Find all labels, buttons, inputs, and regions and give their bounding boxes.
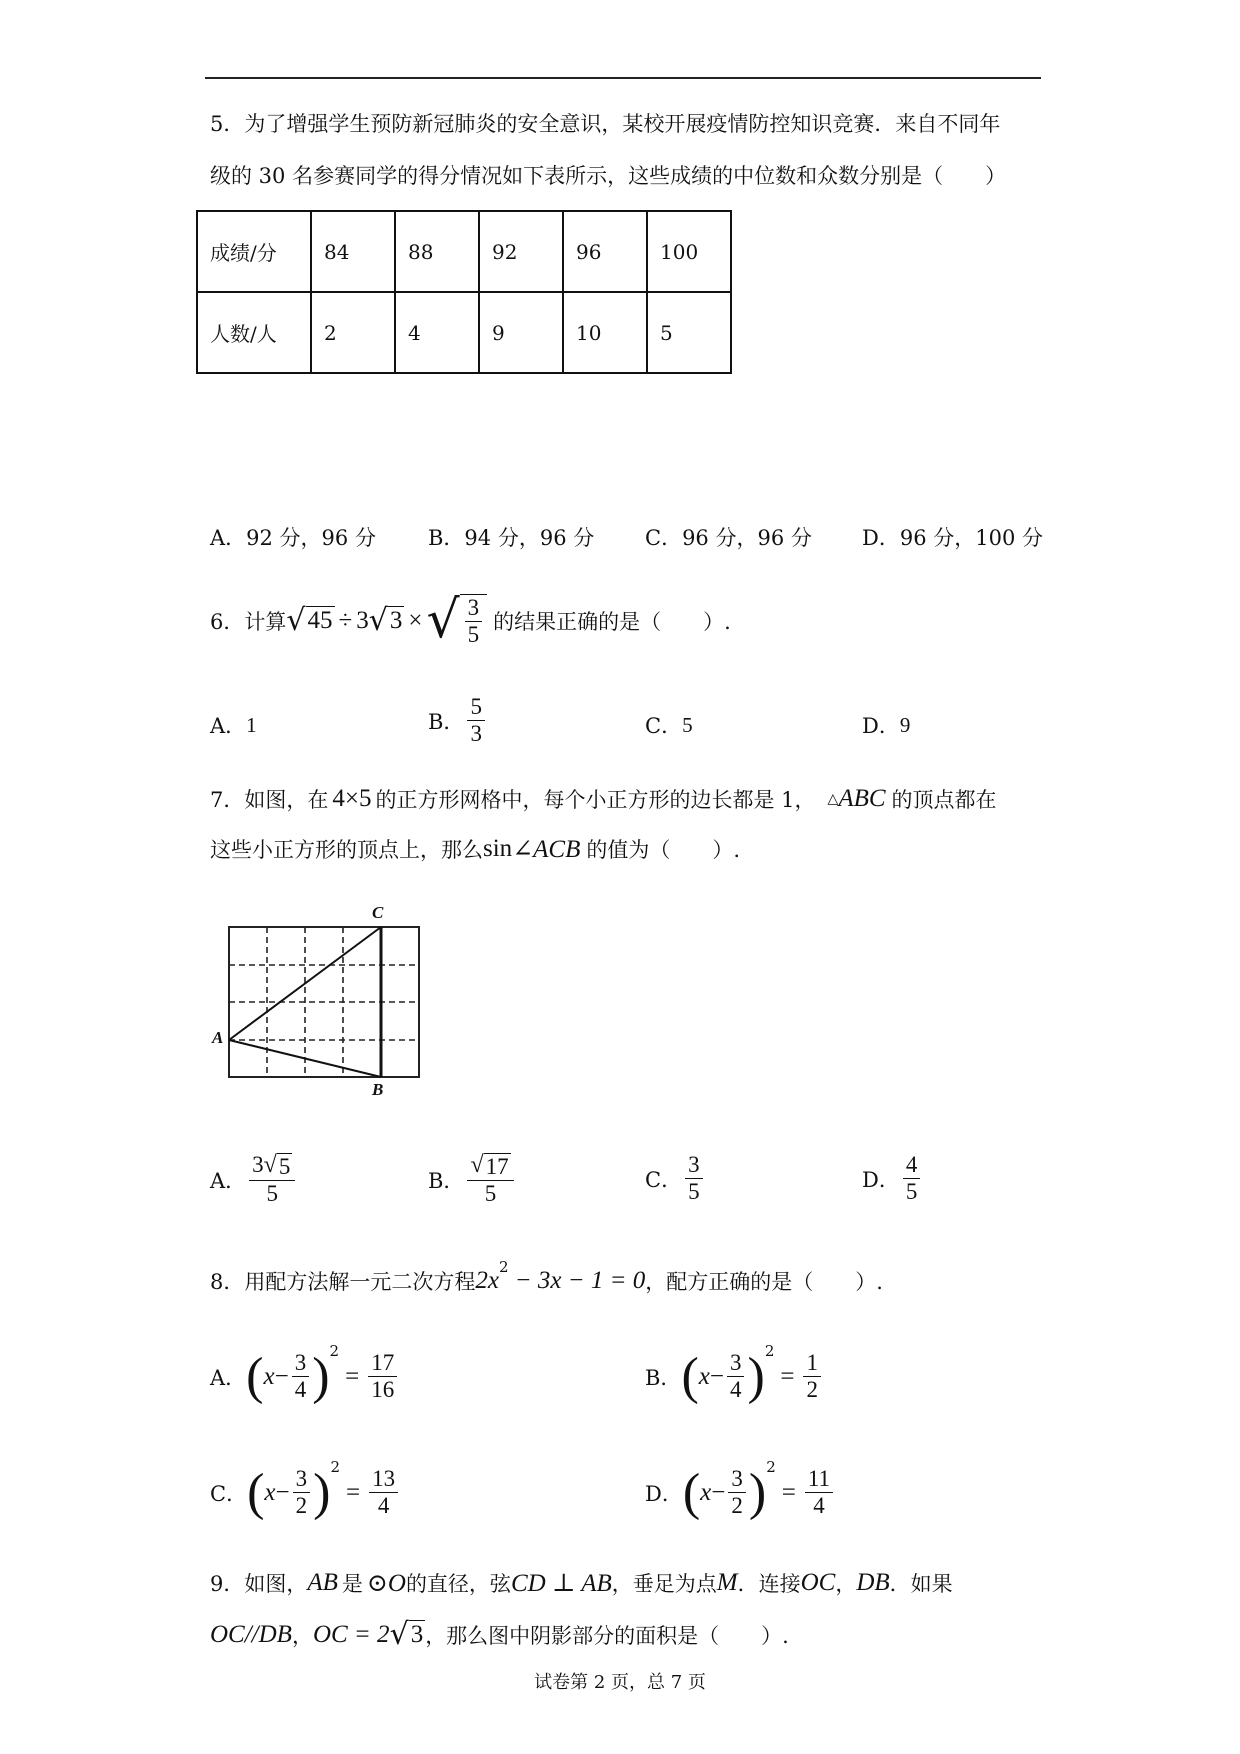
q7-text: 的顶点都在: [891, 788, 997, 812]
q8-stem: [210, 1258, 883, 1296]
q8-option-a[interactable]: [210, 1341, 400, 1405]
left-paren-icon: (: [681, 1347, 699, 1405]
q6-prefix: 6．计算: [210, 610, 287, 635]
segment-oc: OC: [800, 1569, 836, 1596]
radical-sign-icon: √: [470, 1152, 484, 1178]
sin-function: sin: [483, 835, 513, 862]
option-value: 1: [246, 712, 257, 737]
right-paren-icon: ): [748, 1463, 767, 1521]
vertex-label-a: A: [212, 1028, 224, 1047]
numerator: 3: [727, 1350, 745, 1377]
table-cell: 2: [311, 292, 395, 373]
option-label: D．: [862, 1167, 900, 1192]
triangle-icon: △: [827, 791, 839, 807]
denominator: 5: [467, 622, 480, 648]
q8-text: ，配方正确的是（ ）.: [645, 1270, 883, 1294]
denominator: 2: [295, 1493, 308, 1519]
q5-option-c[interactable]: C．96 分，96 分: [645, 526, 812, 550]
fraction: [368, 1350, 397, 1404]
sqrt-45: [286, 603, 334, 639]
fraction: [467, 694, 485, 748]
table-cell: 4: [395, 292, 479, 373]
numerator: 3: [465, 595, 483, 622]
q5-option-b[interactable]: B．94 分，96 分: [428, 526, 595, 550]
option-label: C．: [645, 714, 683, 738]
table-cell: 人数/人: [197, 292, 311, 373]
variable-x: x: [698, 1362, 710, 1390]
q8-option-b[interactable]: [645, 1341, 824, 1405]
radical-sign-icon: √: [263, 1152, 277, 1178]
equals-sign: =: [780, 1362, 795, 1390]
fraction: [293, 1466, 311, 1520]
table-cell: 88: [395, 211, 479, 292]
radicand: 3: [389, 607, 403, 635]
coefficient: 3: [356, 607, 369, 635]
denominator: 5: [266, 1181, 278, 1207]
numerator: 17: [368, 1350, 397, 1377]
q7-option-c[interactable]: [645, 1152, 706, 1206]
coefficient: 3: [252, 1152, 264, 1177]
denominator: 5: [905, 1179, 918, 1205]
segment-db: DB: [856, 1569, 890, 1596]
exponent: 2: [498, 1258, 509, 1276]
q9-text: 9．如图，: [210, 1572, 308, 1596]
q5-option-d[interactable]: D．96 分，100 分: [862, 526, 1043, 550]
q9-text: ，: [291, 1624, 313, 1648]
radical-sign-icon: √: [368, 603, 388, 639]
q7-option-b[interactable]: [428, 1152, 517, 1208]
right-paren-icon: ): [747, 1347, 765, 1405]
header-rule: [205, 77, 1041, 79]
q7-option-d[interactable]: [862, 1152, 923, 1206]
fraction: [903, 1152, 921, 1206]
table-row: [197, 211, 731, 292]
option-label: B．: [428, 1168, 465, 1193]
circle-o: ⊙O: [366, 1570, 406, 1597]
fraction: [685, 1152, 703, 1206]
vertex-label-c: C: [372, 903, 384, 922]
variable-x: x: [264, 1478, 276, 1506]
variable-x: x: [700, 1478, 712, 1506]
fraction: [803, 1350, 821, 1404]
equation-part: 2x: [475, 1267, 499, 1294]
numerator: 3: [728, 1466, 746, 1493]
q7-text: 的值为（ ）.: [586, 838, 741, 862]
option-label: B．: [645, 1365, 682, 1390]
variable-x: x: [263, 1362, 275, 1390]
numerator: 5: [467, 694, 485, 721]
q7-text: 这些小正方形的顶点上，那么: [210, 838, 483, 862]
q9-text: 是: [341, 1572, 363, 1596]
option-label: A．: [210, 714, 247, 738]
sqrt-3: [368, 603, 405, 639]
fraction: [467, 1152, 513, 1208]
fraction: [249, 1152, 295, 1208]
fraction: [805, 1466, 833, 1520]
option-label: B．: [428, 709, 465, 734]
numerator: 13: [369, 1466, 398, 1493]
denominator: 3: [470, 721, 482, 747]
grid-size: 4×5: [332, 785, 372, 812]
denominator: 2: [731, 1493, 743, 1519]
table-cell: 92: [479, 211, 563, 292]
q6-option-b[interactable]: [428, 694, 488, 748]
q6-option-c[interactable]: [645, 710, 693, 740]
q5-line2: 级的 30 名参赛同学的得分情况如下表所示，这些成绩的中位数和众数分别是（ ）: [210, 164, 1007, 188]
table-cell: 84: [311, 211, 395, 292]
minus-sign: −: [711, 1478, 726, 1506]
denominator: 4: [729, 1377, 742, 1403]
fraction: [369, 1466, 398, 1520]
option-label: C．: [645, 1167, 683, 1192]
q6-stem: [210, 590, 731, 650]
q6-suffix: 的结果正确的是（ ）.: [493, 610, 731, 635]
q8-text: 8．用配方法解一元二次方程: [210, 1270, 476, 1294]
q8-option-d[interactable]: [645, 1457, 836, 1521]
fraction: [728, 1466, 746, 1520]
q9-text: ，那么图中阴影部分的面积是（ ）.: [425, 1624, 789, 1648]
times-sign: ×: [408, 607, 423, 635]
sqrt: [470, 1153, 510, 1180]
table-cell: 96: [563, 211, 647, 292]
exponent: 2: [329, 1341, 340, 1360]
option-value: 9: [899, 712, 911, 737]
denominator: 16: [371, 1377, 395, 1403]
q9-line2: [210, 1617, 789, 1652]
equals-sign: =: [345, 1362, 360, 1390]
numerator: [249, 1152, 295, 1181]
vertex-label-b: B: [372, 1080, 384, 1099]
equation-part: − 3x − 1 = 0: [508, 1267, 646, 1294]
radical-sign-icon: √: [426, 590, 460, 650]
angle: ∠ACB: [512, 836, 581, 863]
q7-option-a[interactable]: [210, 1152, 298, 1208]
point-m: M: [716, 1569, 738, 1596]
perpendicular-relation: CD ⊥ AB: [510, 1570, 612, 1597]
radical-sign-icon: √: [389, 1617, 409, 1652]
q6-option-a[interactable]: [210, 710, 257, 740]
q5-line1: 5．为了增强学生预防新冠肺炎的安全意识，某校开展疫情防控知识竞赛．来自不同年: [210, 112, 1001, 136]
q8-option-c[interactable]: [210, 1457, 401, 1521]
denominator: 4: [813, 1493, 825, 1519]
table-cell: 100: [647, 211, 731, 292]
fraction: [465, 595, 483, 649]
grid-lines: [229, 927, 419, 1077]
q9-line1: [210, 1568, 953, 1598]
segment-ab: AB: [307, 1569, 338, 1596]
radicand-fraction: [460, 594, 488, 649]
option-value: 5: [682, 712, 693, 737]
table-row: [197, 292, 731, 373]
exponent: 2: [766, 1457, 776, 1476]
equals-sign: =: [781, 1478, 796, 1506]
option-label: C．: [210, 1481, 248, 1506]
q7-line2: [210, 834, 740, 864]
denominator: 5: [484, 1181, 497, 1207]
equals-sign: =: [346, 1478, 361, 1506]
numerator: 11: [805, 1466, 833, 1493]
radicand: 3: [410, 1621, 424, 1648]
radicand: 17: [485, 1154, 509, 1179]
sqrt: [264, 1153, 293, 1180]
table-cell: 成绩/分: [197, 211, 311, 292]
option-label: A．: [210, 1168, 247, 1193]
q9-text: 的直径，弦: [405, 1572, 511, 1596]
q7-line1: [210, 784, 997, 814]
left-paren-icon: (: [682, 1463, 701, 1521]
grid-figure: [205, 905, 435, 1105]
q6-option-d[interactable]: [862, 710, 910, 740]
q5-option-a[interactable]: A．92 分，96 分: [210, 526, 376, 550]
minus-sign: −: [275, 1478, 290, 1506]
option-label: D．: [645, 1481, 683, 1506]
page-footer: 试卷第 2 页，总 7 页: [534, 1672, 706, 1693]
option-label: D．: [862, 714, 900, 738]
fraction: [292, 1350, 310, 1404]
numerator: 3: [685, 1152, 703, 1179]
left-paren-icon: (: [247, 1463, 265, 1521]
q9-text: ．如果: [889, 1572, 953, 1596]
score-table: [196, 210, 732, 374]
denominator: 4: [377, 1493, 390, 1519]
denominator: 4: [294, 1377, 307, 1403]
q7-text: 7．如图，在: [210, 788, 329, 812]
parallel-relation: OC//DB: [210, 1621, 292, 1648]
numerator: 3: [292, 1350, 310, 1377]
numerator: [467, 1152, 513, 1181]
right-paren-icon: ): [312, 1347, 330, 1405]
radicand: 45: [307, 607, 333, 635]
sqrt: [389, 1617, 426, 1652]
q9-text: ，垂足为点: [611, 1572, 717, 1596]
minus-sign: −: [709, 1362, 724, 1390]
sqrt-fraction: [426, 590, 487, 650]
denominator: 5: [688, 1179, 700, 1205]
table-cell: 9: [479, 292, 563, 373]
q9-text: ，: [835, 1572, 857, 1596]
exponent: 2: [764, 1341, 775, 1360]
exponent: 2: [330, 1457, 340, 1476]
table-cell: 10: [563, 292, 647, 373]
divide-sign: ÷: [338, 607, 353, 635]
numerator: 4: [903, 1152, 921, 1179]
q9-text: ．连接: [737, 1572, 801, 1596]
denominator: 2: [806, 1377, 818, 1403]
left-paren-icon: (: [246, 1347, 264, 1405]
option-label: A．: [210, 1365, 247, 1390]
oc-length: OC = 2: [312, 1621, 390, 1648]
table-cell: 5: [647, 292, 731, 373]
radical-sign-icon: √: [286, 603, 306, 639]
numerator: 3: [293, 1466, 311, 1493]
minus-sign: −: [274, 1362, 289, 1390]
triangle-name: ABC: [838, 785, 886, 812]
right-paren-icon: ): [313, 1463, 331, 1521]
radicand: 5: [278, 1154, 291, 1179]
side-ac: [229, 927, 381, 1040]
q7-text: 的正方形网格中，每个小正方形的边长都是 1，: [375, 788, 816, 812]
fraction: [727, 1350, 745, 1404]
numerator: 1: [803, 1350, 821, 1377]
